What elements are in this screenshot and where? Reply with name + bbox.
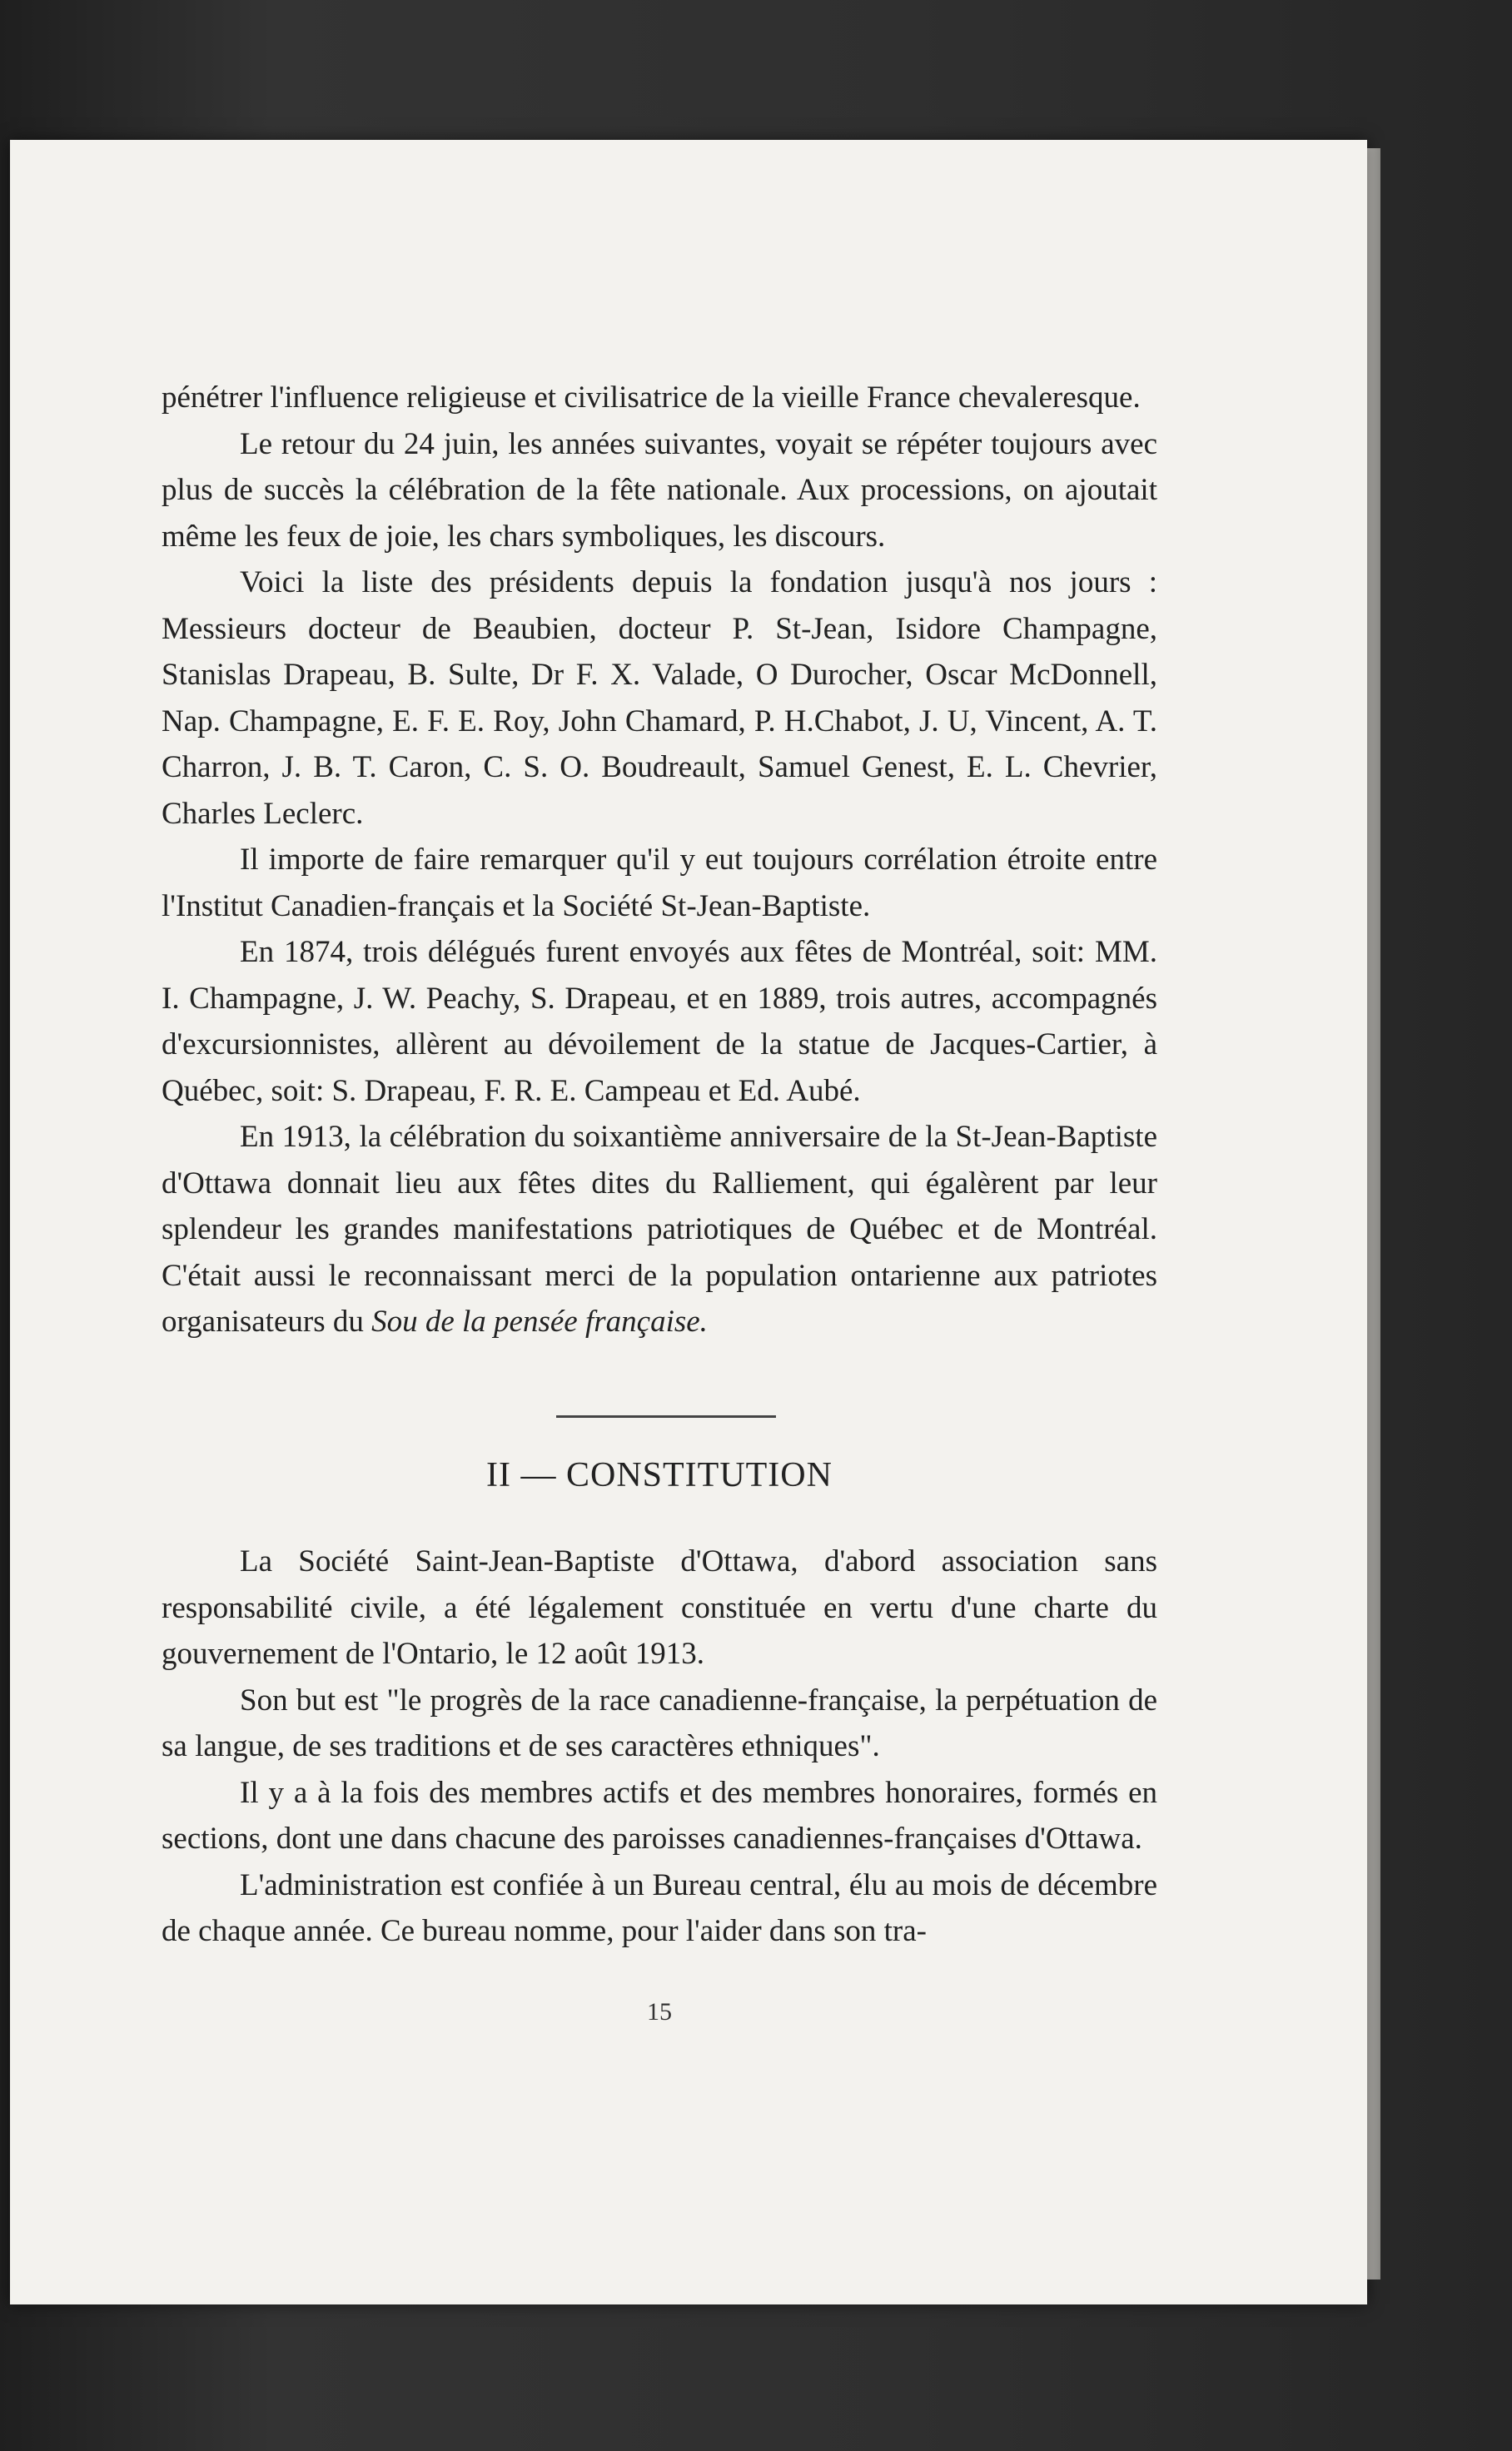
paragraph-members: Il y a à la fois des membres actifs et des membres honoraires, formés en sections, dont une dans chacune des paroisses canadiennes-françaises d'Ottawa.: [162, 1775, 1157, 1856]
paragraph-administration: L'administration est confiée à un Bureau central, élu au mois de décembre de chaque année. Ce bureau nomme, pour l'aider dans son tra-: [162, 1867, 1157, 1948]
body-text-bottom: [162, 1539, 1157, 1955]
section-divider: [556, 1415, 776, 1418]
paragraph-1913-italic: Sou de la pensée française.: [371, 1305, 708, 1339]
paragraph-june-24: Le retour du 24 juin, les années suivantes, voyait se répéter toujours avec plus de succès la célébration de la fête nationale. Aux processions, on ajoutait même les feux de joie, les chars symboliques, les discours.: [162, 426, 1157, 554]
paragraph-1913-text: En 1913, la célébration du soixantième anniversaire de la St-Jean-Baptiste d'Ottawa donnait lieu aux fêtes dites du Ralliement, qui égalèrent par leur splendeur les grandes manifestations patriotiques de Québec et de Montréal. C'était aussi le reconnaissant merci de la population ontarienne aux patriotes organisateurs du: [162, 1120, 1157, 1339]
paragraph-purpose: Son but est "le progrès de la race canadienne-française, la perpétuation de sa langue, de ses traditions et de ses caractères ethniques".: [162, 1683, 1157, 1763]
paragraph-presidents: Voici la liste des présidents depuis la fondation jusqu'à nos jours : Messieurs docteur de Beaubien, docteur P. St-Jean, Isidore Champagne, Stanislas Drapeau, B. Sulte, Dr F. X. Valade, O Durocher, Oscar McDonnell, Nap. Champagne, E. F. E. Roy, John Chamard, P. H.Chabot, J. U, Vincent, A. T. Charron, J. B. T. Caron, C. S. O. Boudreault, Samuel Genest, E. L. Chevrier, Charles Leclerc.: [162, 565, 1157, 831]
paragraph-incorporation: La Société Saint-Jean-Baptiste d'Ottawa, d'abord association sans responsabilité civile, a été légalement constituée en vertu d'une charte du gouvernement de l'Ontario, le 12 août 1913.: [162, 1544, 1157, 1671]
section-title: II — CONSTITUTION: [486, 1456, 833, 1494]
body-text-top: [162, 375, 1157, 1345]
paragraph-1913: [162, 1114, 1157, 1345]
paragraph-institut: Il importe de faire remarquer qu'il y eut toujours corrélation étroite entre l'Institut Canadien-français et la Société St-Jean-Baptiste.: [162, 843, 1157, 923]
paragraph-1874: En 1874, trois délégués furent envoyés aux fêtes de Montréal, soit: MM. I. Champagne, J. W. Peachy, S. Drapeau, et en 1889, trois autres, accompagnés d'excursionnistes, allèrent au dévoilement de la statue de Jacques-Cartier, à Québec, soit: S. Drapeau, F. R. E. Campeau et Ed. Aubé.: [162, 935, 1157, 1108]
paragraph-continuation: pénétrer l'influence religieuse et civilisatrice de la vieille France chevaleresque.: [162, 380, 1141, 415]
page-number: 15: [647, 1998, 672, 2026]
